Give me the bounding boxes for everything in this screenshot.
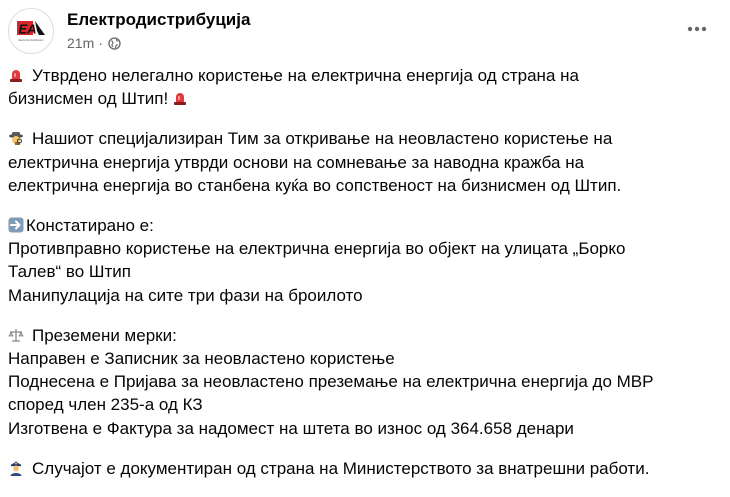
findings-line-2: Талев“ во Штип (8, 262, 131, 282)
team-line-1: Нашиот специјализиран Тим за откривање на неовластено користење на (32, 129, 613, 149)
team-line-2: електрична енергија утврди основи на сомневање за наводна кражба на (8, 152, 585, 172)
text-line (8, 151, 720, 174)
page-name[interactable]: Електродистрибуција (67, 10, 251, 29)
findings-line-1: Противправно користење на електрична енергија во објект на улицата „Борко (8, 239, 626, 259)
page-avatar[interactable] (8, 8, 54, 54)
police-light-emoji (8, 66, 24, 82)
logo-caption: Electricity Distribution (18, 39, 44, 42)
paragraph-documented (8, 457, 720, 480)
logo-mark: EA (18, 21, 37, 37)
post-timestamp[interactable]: 21m (67, 35, 95, 51)
paragraph-headline (8, 64, 720, 110)
paragraph-team (8, 127, 720, 197)
right-arrow-emoji (8, 216, 24, 232)
text-line (8, 284, 720, 307)
text-line (8, 237, 720, 260)
text-line (8, 87, 720, 110)
post-message (8, 64, 720, 497)
measures-heading: Преземени мерки: (32, 325, 177, 345)
text-line (8, 457, 720, 480)
more-options-button[interactable] (680, 12, 714, 46)
measures-line-4: Изготвена е Фактура за надомест на штета во износ од 364.658 денари (8, 418, 574, 438)
headline-line-2: бизнисмен од Штип! (8, 89, 169, 109)
text-line (8, 324, 720, 347)
text-line (8, 347, 720, 370)
headline-line-1: Утврдено нелегално користење на електрична енергија од страна на (32, 66, 579, 85)
balance-scale-emoji (8, 326, 24, 342)
text-line (8, 64, 720, 87)
findings-heading: Констатирано е: (26, 216, 154, 236)
police-officer-emoji (8, 459, 24, 475)
team-line-3: електрична енергија во станбена куќа во сопственост на бизнисмен од Штип. (8, 175, 622, 195)
more-horizontal-icon (687, 26, 707, 32)
text-line (8, 174, 720, 197)
text-line (8, 260, 720, 283)
paragraph-findings (8, 214, 720, 307)
text-line (8, 417, 720, 440)
globe-icon[interactable] (108, 37, 121, 50)
post-meta (67, 35, 121, 51)
findings-line-3: Манипулација на сите три фази на броилото (8, 285, 363, 305)
post-header (8, 8, 722, 56)
measures-line-2: Поднесена е Пријава за неовластено преземање на електрична енергија до МВР (8, 372, 654, 392)
text-line (8, 214, 720, 237)
company-logo (9, 9, 53, 53)
detective-emoji (8, 129, 24, 145)
police-light-emoji (172, 89, 188, 105)
paragraph-measures (8, 324, 720, 440)
text-line (8, 370, 720, 393)
measures-line-1: Направен е Записник за неовластено користење (8, 349, 395, 369)
measures-line-3: според член 235-а од КЗ (8, 395, 203, 415)
meta-separator: · (98, 35, 103, 51)
documented-line-1: Случајот е документиран од страна на Министерството за внатрешни работи. (32, 458, 650, 478)
text-line (8, 393, 720, 416)
text-line (8, 127, 720, 150)
